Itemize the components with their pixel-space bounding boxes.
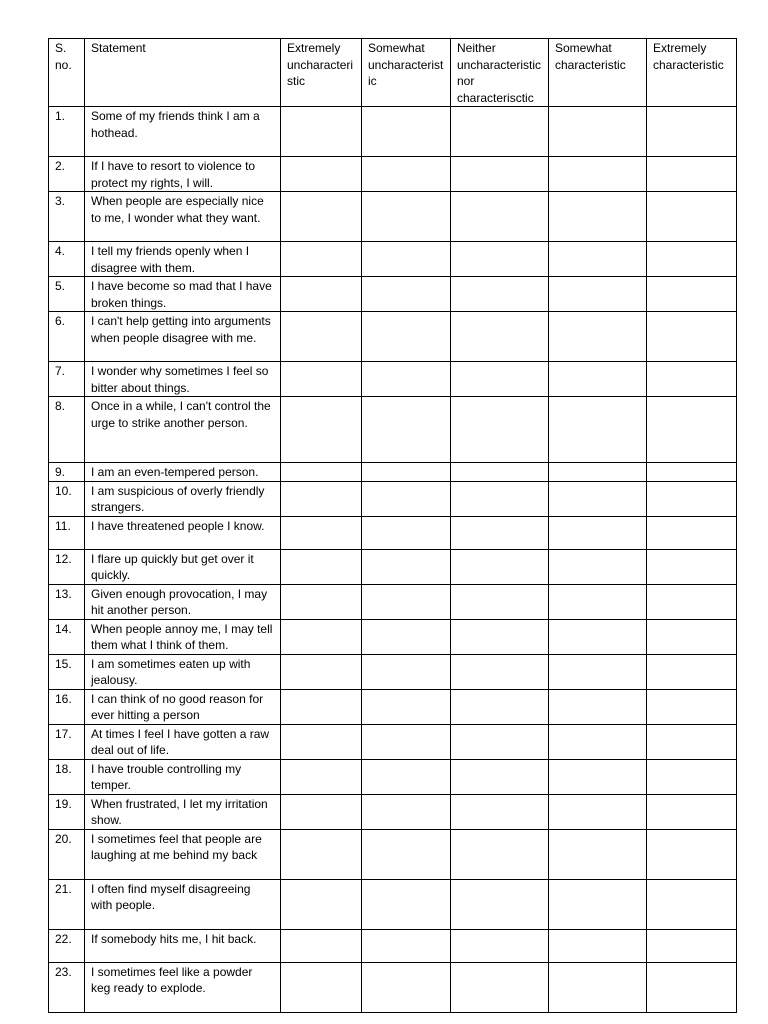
row-number: 16. (49, 689, 85, 724)
table-row (49, 362, 737, 397)
rating-neither-cell[interactable] (451, 463, 549, 482)
row-statement: I flare up quickly but get over it quickly. (85, 549, 281, 584)
rating-extremely-characteristic-cell[interactable] (647, 619, 737, 654)
rating-extremely-uncharacteristic-cell[interactable] (281, 759, 362, 794)
rating-extremely-characteristic-cell[interactable] (647, 654, 737, 689)
rating-somewhat-uncharacteristic-cell[interactable] (362, 362, 451, 397)
rating-somewhat-characteristic-cell[interactable] (549, 107, 647, 157)
row-statement: I can think of no good reason for ever hitting a person (85, 689, 281, 724)
row-number: 9. (49, 463, 85, 482)
rating-extremely-uncharacteristic-cell[interactable] (281, 312, 362, 362)
rating-extremely-characteristic-cell[interactable] (647, 794, 737, 829)
rating-extremely-characteristic-cell[interactable] (647, 759, 737, 794)
rating-somewhat-uncharacteristic-cell[interactable] (362, 584, 451, 619)
rating-somewhat-characteristic-cell[interactable] (549, 242, 647, 277)
row-statement: I can't help getting into arguments when people disagree with me. (85, 312, 281, 362)
rating-somewhat-uncharacteristic-cell[interactable] (362, 724, 451, 759)
row-statement: I am an even-tempered person. (85, 463, 281, 482)
rating-somewhat-characteristic-cell[interactable] (549, 929, 647, 962)
rating-neither-cell[interactable] (451, 362, 549, 397)
table-row (49, 516, 737, 549)
rating-neither-cell[interactable] (451, 242, 549, 277)
row-statement: Given enough provocation, I may hit another person. (85, 584, 281, 619)
row-statement: If somebody hits me, I hit back. (85, 929, 281, 962)
rating-somewhat-characteristic-cell[interactable] (549, 794, 647, 829)
rating-neither-cell[interactable] (451, 962, 549, 1012)
table-row (49, 654, 737, 689)
rating-neither-cell[interactable] (451, 481, 549, 516)
rating-extremely-uncharacteristic-cell[interactable] (281, 516, 362, 549)
rating-extremely-characteristic-cell[interactable] (647, 829, 737, 879)
row-statement: When people are especially nice to me, I wonder what they want. (85, 192, 281, 242)
rating-somewhat-uncharacteristic-cell[interactable] (362, 794, 451, 829)
rating-somewhat-characteristic-cell[interactable] (549, 619, 647, 654)
table-row (49, 242, 737, 277)
rating-somewhat-characteristic-cell[interactable] (549, 481, 647, 516)
rating-somewhat-characteristic-cell[interactable] (549, 689, 647, 724)
rating-somewhat-characteristic-cell[interactable] (549, 759, 647, 794)
rating-extremely-uncharacteristic-cell[interactable] (281, 654, 362, 689)
row-statement: I wonder why sometimes I feel so bitter about things. (85, 362, 281, 397)
row-number: 5. (49, 277, 85, 312)
rating-somewhat-uncharacteristic-cell[interactable] (362, 481, 451, 516)
table-row (49, 829, 737, 879)
rating-extremely-uncharacteristic-cell[interactable] (281, 362, 362, 397)
rating-somewhat-uncharacteristic-cell[interactable] (362, 654, 451, 689)
row-statement: I have trouble controlling my temper. (85, 759, 281, 794)
row-number: 12. (49, 549, 85, 584)
rating-neither-cell[interactable] (451, 794, 549, 829)
rating-extremely-uncharacteristic-cell[interactable] (281, 879, 362, 929)
rating-somewhat-characteristic-cell[interactable] (549, 962, 647, 1012)
header-somewhat-uncharacteristic: Somewhat uncharacteristic (362, 39, 451, 107)
rating-somewhat-characteristic-cell[interactable] (549, 654, 647, 689)
table-row (49, 192, 737, 242)
rating-neither-cell[interactable] (451, 157, 549, 192)
rating-somewhat-uncharacteristic-cell[interactable] (362, 829, 451, 879)
rating-extremely-uncharacteristic-cell[interactable] (281, 829, 362, 879)
row-number: 22. (49, 929, 85, 962)
rating-neither-cell[interactable] (451, 724, 549, 759)
rating-neither-cell[interactable] (451, 929, 549, 962)
rating-extremely-characteristic-cell[interactable] (647, 312, 737, 362)
rating-extremely-characteristic-cell[interactable] (647, 397, 737, 463)
rating-somewhat-uncharacteristic-cell[interactable] (362, 516, 451, 549)
rating-extremely-characteristic-cell[interactable] (647, 549, 737, 584)
table-row (49, 619, 737, 654)
rating-somewhat-uncharacteristic-cell[interactable] (362, 397, 451, 463)
table-row (49, 794, 737, 829)
row-statement: I am sometimes eaten up with jealousy. (85, 654, 281, 689)
rating-extremely-characteristic-cell[interactable] (647, 192, 737, 242)
table-row (49, 584, 737, 619)
rating-extremely-uncharacteristic-cell[interactable] (281, 584, 362, 619)
rating-somewhat-uncharacteristic-cell[interactable] (362, 929, 451, 962)
questionnaire-table (48, 38, 737, 1013)
rating-neither-cell[interactable] (451, 397, 549, 463)
row-statement: I have become so mad that I have broken things. (85, 277, 281, 312)
rating-somewhat-uncharacteristic-cell[interactable] (362, 689, 451, 724)
header-extremely-uncharacteristic: Extremely uncharacteristic (281, 39, 362, 107)
row-number: 19. (49, 794, 85, 829)
rating-somewhat-characteristic-cell[interactable] (549, 829, 647, 879)
rating-extremely-uncharacteristic-cell[interactable] (281, 242, 362, 277)
rating-neither-cell[interactable] (451, 277, 549, 312)
row-number: 20. (49, 829, 85, 879)
rating-neither-cell[interactable] (451, 619, 549, 654)
row-number: 3. (49, 192, 85, 242)
rating-extremely-uncharacteristic-cell[interactable] (281, 107, 362, 157)
row-statement: Once in a while, I can't control the urge to strike another person. (85, 397, 281, 463)
table-row (49, 879, 737, 929)
rating-extremely-characteristic-cell[interactable] (647, 962, 737, 1012)
table-row (49, 929, 737, 962)
rating-neither-cell[interactable] (451, 192, 549, 242)
row-number: 7. (49, 362, 85, 397)
rating-somewhat-uncharacteristic-cell[interactable] (362, 463, 451, 482)
rating-extremely-characteristic-cell[interactable] (647, 107, 737, 157)
rating-extremely-uncharacteristic-cell[interactable] (281, 463, 362, 482)
table-row (49, 397, 737, 463)
row-number: 4. (49, 242, 85, 277)
row-number: 17. (49, 724, 85, 759)
row-statement: When people annoy me, I may tell them what I think of them. (85, 619, 281, 654)
rating-extremely-uncharacteristic-cell[interactable] (281, 397, 362, 463)
rating-somewhat-uncharacteristic-cell[interactable] (362, 879, 451, 929)
rating-somewhat-characteristic-cell[interactable] (549, 157, 647, 192)
rating-somewhat-characteristic-cell[interactable] (549, 277, 647, 312)
rating-somewhat-characteristic-cell[interactable] (549, 516, 647, 549)
rating-extremely-uncharacteristic-cell[interactable] (281, 481, 362, 516)
rating-extremely-characteristic-cell[interactable] (647, 277, 737, 312)
row-number: 6. (49, 312, 85, 362)
rating-extremely-characteristic-cell[interactable] (647, 242, 737, 277)
header-neither: Neither uncharacteristic nor characterisctic (451, 39, 549, 107)
rating-somewhat-uncharacteristic-cell[interactable] (362, 157, 451, 192)
table-row (49, 759, 737, 794)
row-number: 8. (49, 397, 85, 463)
table-row (49, 157, 737, 192)
rating-neither-cell[interactable] (451, 654, 549, 689)
rating-somewhat-characteristic-cell[interactable] (549, 584, 647, 619)
rating-somewhat-characteristic-cell[interactable] (549, 192, 647, 242)
rating-extremely-characteristic-cell[interactable] (647, 689, 737, 724)
row-number: 14. (49, 619, 85, 654)
rating-neither-cell[interactable] (451, 516, 549, 549)
rating-somewhat-characteristic-cell[interactable] (549, 724, 647, 759)
rating-somewhat-characteristic-cell[interactable] (549, 463, 647, 482)
rating-extremely-uncharacteristic-cell[interactable] (281, 929, 362, 962)
rating-neither-cell[interactable] (451, 879, 549, 929)
row-number: 11. (49, 516, 85, 549)
row-number: 23. (49, 962, 85, 1012)
row-statement: If I have to resort to violence to protect my rights, I will. (85, 157, 281, 192)
rating-neither-cell[interactable] (451, 584, 549, 619)
rating-extremely-uncharacteristic-cell[interactable] (281, 619, 362, 654)
row-number: 1. (49, 107, 85, 157)
header-extremely-characteristic: Extremely characteristic (647, 39, 737, 107)
rating-somewhat-uncharacteristic-cell[interactable] (362, 107, 451, 157)
rating-extremely-uncharacteristic-cell[interactable] (281, 724, 362, 759)
rating-extremely-uncharacteristic-cell[interactable] (281, 277, 362, 312)
row-number: 15. (49, 654, 85, 689)
rating-somewhat-uncharacteristic-cell[interactable] (362, 192, 451, 242)
rating-extremely-uncharacteristic-cell[interactable] (281, 689, 362, 724)
rating-somewhat-uncharacteristic-cell[interactable] (362, 962, 451, 1012)
header-somewhat-characteristic: Somewhat characteristic (549, 39, 647, 107)
rating-somewhat-uncharacteristic-cell[interactable] (362, 549, 451, 584)
row-statement: I often find myself disagreeing with people. (85, 879, 281, 929)
header-statement: Statement (85, 39, 281, 107)
rating-extremely-uncharacteristic-cell[interactable] (281, 794, 362, 829)
rating-somewhat-characteristic-cell[interactable] (549, 397, 647, 463)
rating-extremely-characteristic-cell[interactable] (647, 879, 737, 929)
rating-somewhat-uncharacteristic-cell[interactable] (362, 242, 451, 277)
rating-somewhat-characteristic-cell[interactable] (549, 879, 647, 929)
row-number: 2. (49, 157, 85, 192)
table-row (49, 962, 737, 1012)
table-row (49, 689, 737, 724)
rating-extremely-characteristic-cell[interactable] (647, 929, 737, 962)
row-statement: I sometimes feel that people are laughing at me behind my back (85, 829, 281, 879)
row-number: 18. (49, 759, 85, 794)
table-row (49, 463, 737, 482)
table-row (49, 107, 737, 157)
rating-somewhat-uncharacteristic-cell[interactable] (362, 277, 451, 312)
table-row (49, 724, 737, 759)
rating-somewhat-uncharacteristic-cell[interactable] (362, 619, 451, 654)
row-statement: I am suspicious of overly friendly strangers. (85, 481, 281, 516)
header-row (49, 39, 737, 107)
rating-somewhat-uncharacteristic-cell[interactable] (362, 312, 451, 362)
rating-neither-cell[interactable] (451, 759, 549, 794)
row-statement: Some of my friends think I am a hothead. (85, 107, 281, 157)
header-serial-no: S. no. (49, 39, 85, 107)
rating-extremely-characteristic-cell[interactable] (647, 481, 737, 516)
row-number: 13. (49, 584, 85, 619)
rating-extremely-uncharacteristic-cell[interactable] (281, 962, 362, 1012)
table-row (49, 312, 737, 362)
table-row (49, 481, 737, 516)
row-number: 10. (49, 481, 85, 516)
rating-extremely-characteristic-cell[interactable] (647, 516, 737, 549)
rating-extremely-characteristic-cell[interactable] (647, 463, 737, 482)
rating-extremely-uncharacteristic-cell[interactable] (281, 157, 362, 192)
row-statement: At times I feel I have gotten a raw deal out of life. (85, 724, 281, 759)
rating-extremely-characteristic-cell[interactable] (647, 584, 737, 619)
row-statement: When frustrated, I let my irritation show. (85, 794, 281, 829)
rating-neither-cell[interactable] (451, 689, 549, 724)
row-statement: I tell my friends openly when I disagree with them. (85, 242, 281, 277)
row-statement: I have threatened people I know. (85, 516, 281, 549)
table-row (49, 549, 737, 584)
rating-neither-cell[interactable] (451, 107, 549, 157)
row-number: 21. (49, 879, 85, 929)
rating-neither-cell[interactable] (451, 312, 549, 362)
rating-somewhat-characteristic-cell[interactable] (549, 362, 647, 397)
table-row (49, 277, 737, 312)
rating-extremely-uncharacteristic-cell[interactable] (281, 549, 362, 584)
rating-extremely-characteristic-cell[interactable] (647, 362, 737, 397)
rating-extremely-characteristic-cell[interactable] (647, 724, 737, 759)
rating-somewhat-characteristic-cell[interactable] (549, 549, 647, 584)
rating-neither-cell[interactable] (451, 549, 549, 584)
rating-extremely-characteristic-cell[interactable] (647, 157, 737, 192)
row-statement: I sometimes feel like a powder keg ready to explode. (85, 962, 281, 1012)
rating-somewhat-characteristic-cell[interactable] (549, 312, 647, 362)
rating-somewhat-uncharacteristic-cell[interactable] (362, 759, 451, 794)
table-body (49, 107, 737, 1013)
rating-neither-cell[interactable] (451, 829, 549, 879)
rating-extremely-uncharacteristic-cell[interactable] (281, 192, 362, 242)
